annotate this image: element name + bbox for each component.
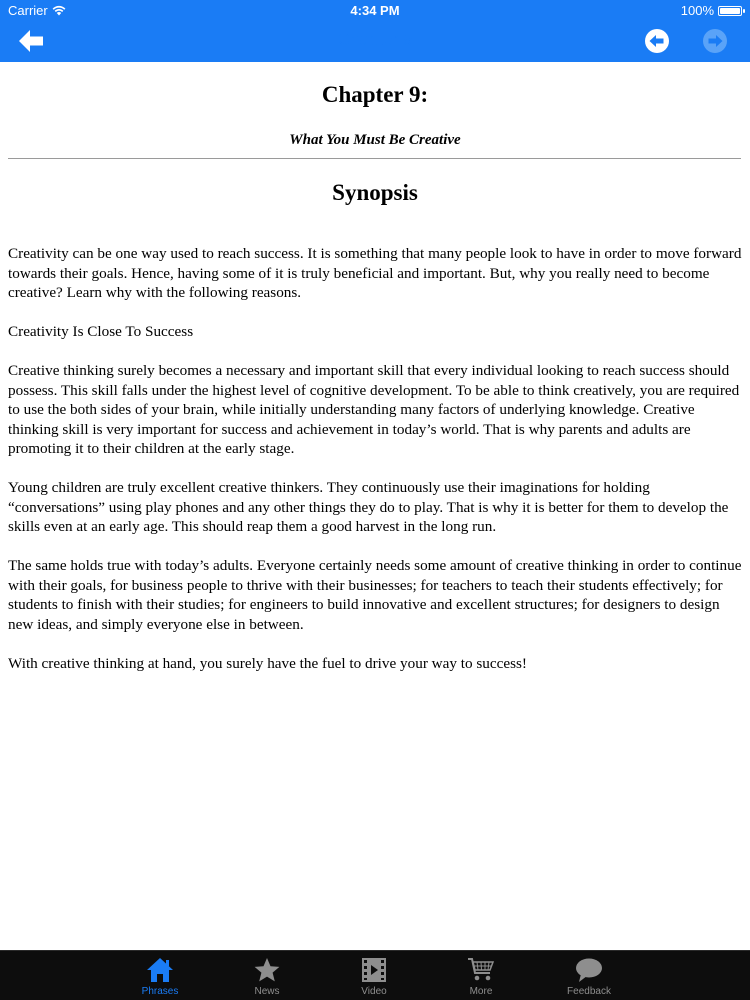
film-icon	[361, 957, 387, 983]
paragraph: Young children are truly excellent creative thinkers. They continuously use their imaginations for holding “conversations” using play phones and any other things they do to play. That is why it is better for them to develop the skills even at an early age. This should reap them a good harvest in the long run.	[8, 479, 729, 535]
paragraph: Creative thinking surely becomes a necessary and important skill that every individual looking to reach success should possess. This skill falls under the highest level of cognitive development. To be able to think creatively, you are required to use the both sides of your brain, while initially understanding many factors of underlying knowledge. Creative thinking skill is very important for success and achievement in today’s world. That is why parents and adults are promoting it to their children at the early stage.	[8, 362, 740, 457]
tab-news[interactable]	[222, 951, 312, 1000]
battery-percent: 100%	[680, 3, 714, 18]
status-time: 4:34 PM	[350, 3, 400, 18]
battery-icon	[718, 6, 742, 16]
chapter-content[interactable]	[0, 62, 750, 950]
tab-bar	[0, 950, 750, 1000]
divider	[8, 158, 741, 159]
tab-video[interactable]	[329, 951, 419, 1000]
chapter-body	[8, 244, 742, 693]
nav-bar	[0, 20, 750, 62]
paragraph-subheading: Creativity Is Close To Success	[8, 323, 194, 340]
tab-feedback[interactable]	[544, 951, 634, 1000]
chapter-title: Chapter 9:	[321, 82, 429, 107]
paragraph: With creative thinking at hand, you surely have the fuel to drive your way to success!	[8, 654, 527, 672]
tab-label: Phrases	[141, 986, 179, 997]
tab-label: More	[469, 986, 493, 997]
next-chapter-button[interactable]	[702, 28, 728, 54]
tab-label: News	[254, 986, 280, 997]
paragraph: Creativity can be one way used to reach success. It is something that many people look to have in order to move forward towards their goals. Hence, having some of it is truly beneficial and important. But, why you really need to become creative? Learn why with the following reasons.	[8, 245, 742, 301]
tab-label: Video	[361, 986, 387, 997]
chapter-subtitle: What You Must Be Creative	[289, 132, 461, 148]
star-icon	[254, 957, 280, 983]
previous-chapter-button[interactable]	[644, 28, 670, 54]
tab-phrases[interactable]	[115, 951, 205, 1000]
circle-arrow-right-icon	[702, 28, 728, 54]
status-bar	[0, 0, 750, 20]
tab-label: Feedback	[567, 986, 611, 997]
tab-more[interactable]	[436, 951, 526, 1000]
paragraph: The same holds true with today’s adults. Everyone certainly needs some amount of creative thinking in order to continue with their goals, for business people to thrive with their businesses; for teachers to teach their students effectively; for students to finish with their studies; for engineers to build innovative and excellent structures; for designers to design new ideas, and simply everyone else in between.	[8, 557, 742, 633]
home-icon	[146, 957, 174, 983]
top-bar	[0, 0, 750, 62]
battery-indicator	[681, 3, 742, 18]
carrier-label: Carrier	[8, 3, 48, 18]
circle-arrow-left-icon	[644, 28, 670, 54]
cart-icon	[467, 957, 495, 983]
speech-bubble-icon	[575, 957, 603, 983]
nav-title: Chapter 9	[337, 30, 413, 49]
section-heading: Synopsis	[332, 180, 418, 205]
